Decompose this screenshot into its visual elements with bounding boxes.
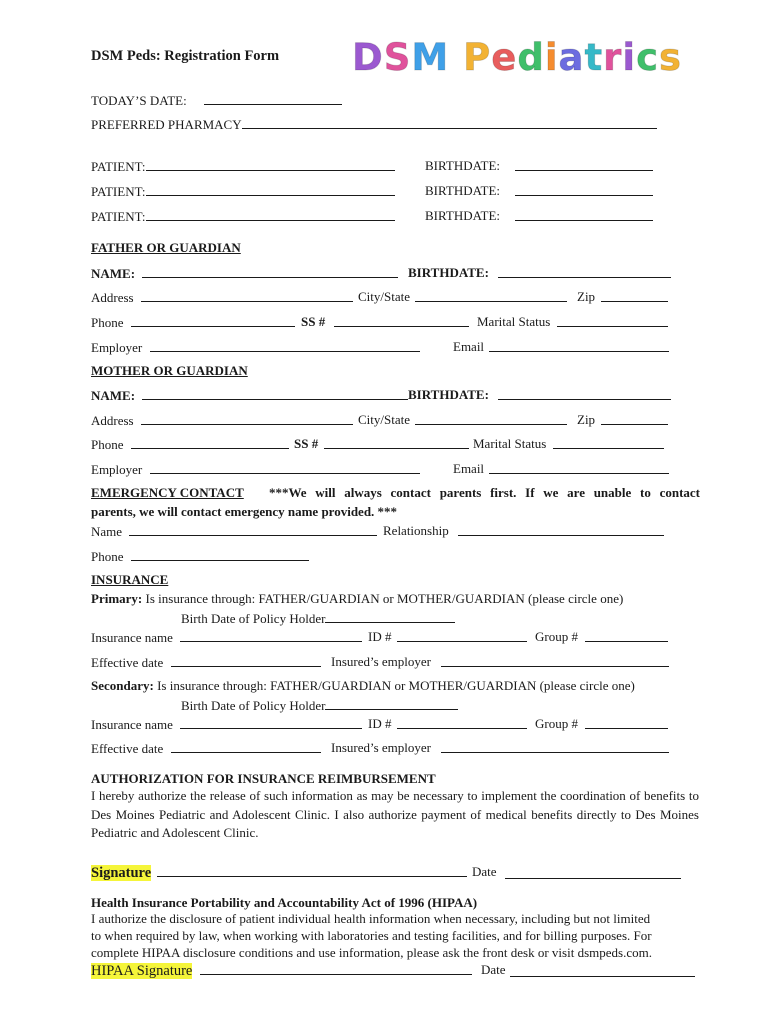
father-marital-label: Marital Status bbox=[477, 314, 551, 329]
primary-insured-employer-field[interactable] bbox=[441, 654, 669, 667]
mother-address-row bbox=[91, 412, 700, 429]
insured-employer-label: Insured’s employer bbox=[331, 654, 432, 669]
father-birthdate-label: BIRTHDATE bbox=[408, 265, 485, 280]
emergency-name-label: Name bbox=[91, 524, 123, 539]
father-name-label: NAME: bbox=[91, 266, 136, 281]
father-birthdate-field[interactable] bbox=[498, 265, 671, 278]
patient-row bbox=[91, 158, 700, 175]
mother-phone-field[interactable] bbox=[131, 436, 289, 449]
birthdate-label: BIRTHDATE: bbox=[425, 158, 501, 173]
patient-birthdate-field[interactable] bbox=[515, 208, 653, 221]
father-city-label: City/State bbox=[358, 289, 410, 304]
policy-holder-label: Birth Date of Policy Holder bbox=[181, 698, 326, 713]
mother-zip-field[interactable] bbox=[601, 412, 668, 425]
father-ss-label: SS # bbox=[301, 314, 326, 329]
emergency-note-line1: ***We will always contact parents first. If we are unable to contact bbox=[269, 485, 700, 500]
hipaa-date-label: Date bbox=[481, 962, 506, 977]
primary-effective-field[interactable] bbox=[171, 654, 321, 667]
emergency-relationship-field[interactable] bbox=[458, 523, 664, 536]
father-heading: FATHER OR GUARDIAN bbox=[91, 240, 241, 255]
dsm-pediatrics-logo: DSM Pediatrics bbox=[352, 36, 683, 79]
mother-employer-row bbox=[91, 461, 700, 478]
father-email-label: Email bbox=[453, 339, 485, 354]
secondary-insurance-row bbox=[91, 678, 700, 694]
mother-name-row: NAME: BIRTHDATE: bbox=[91, 387, 700, 404]
primary-insurance-name-row bbox=[91, 629, 700, 646]
secondary-label: Secondary: bbox=[91, 678, 154, 693]
father-marital-field[interactable] bbox=[557, 314, 668, 327]
father-phone-label: Phone bbox=[91, 315, 124, 330]
date-label: Date bbox=[472, 864, 497, 879]
primary-label: Primary: bbox=[91, 591, 143, 606]
mother-zip-label: Zip bbox=[577, 412, 596, 427]
secondary-effective-row bbox=[91, 740, 700, 757]
secondary-effective-field[interactable] bbox=[171, 740, 321, 753]
todays-date-field[interactable] bbox=[204, 92, 342, 105]
father-name-row: NAME: BIRTHDATE: bbox=[91, 265, 700, 282]
mother-name-field[interactable] bbox=[142, 387, 408, 400]
mother-city-label: City/State bbox=[358, 412, 410, 427]
authorization-heading: AUTHORIZATION FOR INSURANCE REIMBURSEMENT bbox=[91, 771, 436, 786]
mother-address-label: Address bbox=[91, 413, 134, 428]
pharmacy-field[interactable] bbox=[242, 116, 657, 129]
patient-label: PATIENT: bbox=[91, 184, 146, 199]
mother-birthdate-label: BIRTHDATE bbox=[408, 387, 485, 402]
primary-text: Is insurance through: FATHER/GUARDIAN or MOTHER/GUARDIAN (please circle one) bbox=[145, 591, 624, 606]
emergency-name-row bbox=[91, 523, 700, 540]
signature-field[interactable] bbox=[157, 864, 467, 877]
father-address-row bbox=[91, 289, 700, 306]
father-phone-field[interactable] bbox=[131, 314, 295, 327]
emergency-heading: EMERGENCY CONTACT bbox=[91, 485, 244, 500]
authorization-text: I hereby authorize the release of such information as may be necessary to implement the coordination of benefits to Des Moines Pediatric and Adolescent Clinic. I also authorize payment of medical benefits directly to Des Moines Pediatric and Adolescent Clinic. bbox=[91, 788, 699, 840]
insurance-heading: INSURANCE bbox=[91, 572, 169, 587]
secondary-insurance-name-field[interactable] bbox=[180, 716, 362, 729]
father-address-field[interactable] bbox=[141, 289, 353, 302]
hipaa-signature-field[interactable] bbox=[200, 962, 472, 975]
insured-employer-label: Insured’s employer bbox=[331, 740, 432, 755]
hipaa-signature-label: HIPAA Signature bbox=[91, 963, 193, 979]
form-title: DSM Peds: Registration Form bbox=[91, 48, 280, 64]
patient-row bbox=[91, 183, 700, 200]
mother-ss-label: SS # bbox=[294, 436, 319, 451]
hipaa-text-line2: to when required by law, when working with laboratories and testing facilities, and for billing purposes. For bbox=[91, 928, 652, 943]
father-address-label: Address bbox=[91, 290, 134, 305]
secondary-id-field[interactable] bbox=[397, 716, 527, 729]
emergency-phone-label: Phone bbox=[91, 549, 124, 564]
emergency-name-field[interactable] bbox=[129, 523, 377, 536]
father-employer-field[interactable] bbox=[150, 339, 420, 352]
mother-email-field[interactable] bbox=[489, 461, 669, 474]
father-employer-row bbox=[91, 339, 700, 356]
secondary-text: Is insurance through: FATHER/GUARDIAN or MOTHER/GUARDIAN (please circle one) bbox=[157, 678, 635, 693]
mother-address-field[interactable] bbox=[141, 412, 353, 425]
mother-heading: MOTHER OR GUARDIAN bbox=[91, 363, 248, 378]
policy-holder-label: Birth Date of Policy Holder bbox=[181, 611, 326, 626]
mother-phone-label: Phone bbox=[91, 437, 124, 452]
mother-birthdate-field[interactable] bbox=[498, 387, 671, 400]
pharmacy-label: PREFERRED PHARMACY bbox=[91, 117, 242, 132]
father-city-field[interactable] bbox=[415, 289, 567, 302]
father-name-field[interactable] bbox=[142, 265, 398, 278]
patient-birthdate-field[interactable] bbox=[515, 183, 653, 196]
secondary-insurance-name-row bbox=[91, 716, 700, 733]
mother-ss-field[interactable] bbox=[324, 436, 469, 449]
mother-employer-field[interactable] bbox=[150, 461, 420, 474]
patient-name-field[interactable] bbox=[146, 208, 395, 221]
group-label: Group # bbox=[535, 629, 578, 644]
father-phone-row bbox=[91, 314, 700, 331]
patient-row bbox=[91, 208, 700, 225]
mother-name-label: NAME: bbox=[91, 388, 136, 403]
mother-city-field[interactable] bbox=[415, 412, 567, 425]
father-employer-label: Employer bbox=[91, 340, 143, 355]
father-ss-field[interactable] bbox=[334, 314, 469, 327]
todays-date-label: TODAY’S DATE: bbox=[91, 93, 187, 108]
primary-group-field[interactable] bbox=[585, 629, 668, 642]
primary-id-field[interactable] bbox=[397, 629, 527, 642]
signature-label: Signature bbox=[91, 865, 152, 881]
id-label: ID # bbox=[368, 629, 392, 644]
father-zip-label: Zip bbox=[577, 289, 596, 304]
pharmacy-row bbox=[91, 116, 700, 133]
hipaa-signature-row bbox=[91, 962, 700, 979]
patient-name-field[interactable] bbox=[146, 158, 395, 171]
todays-date-row bbox=[91, 92, 700, 109]
hipaa-text-line3: complete HIPAA disclosure conditions and use information, please ask the front desk or visit dsmpeds.com. bbox=[91, 945, 652, 960]
primary-effective-row bbox=[91, 654, 700, 671]
father-zip-field[interactable] bbox=[601, 289, 668, 302]
secondary-policy-holder-row bbox=[181, 697, 700, 714]
birthdate-label: BIRTHDATE: bbox=[425, 183, 501, 198]
effective-label: Effective date bbox=[91, 655, 164, 670]
primary-insurance-row bbox=[91, 591, 700, 607]
hipaa-text-line1: I authorize the disclosure of patient individual health information when necessary, including but not limited bbox=[91, 911, 651, 926]
insurance-name-label: Insurance name bbox=[91, 717, 173, 732]
signature-date-field[interactable] bbox=[505, 866, 681, 879]
patient-label: PATIENT: bbox=[91, 209, 146, 224]
mother-phone-row bbox=[91, 436, 700, 453]
father-email-field[interactable] bbox=[489, 339, 669, 352]
insurance-name-label: Insurance name bbox=[91, 630, 173, 645]
effective-label: Effective date bbox=[91, 741, 164, 756]
mother-marital-field[interactable] bbox=[553, 436, 664, 449]
primary-policy-holder-row bbox=[181, 610, 700, 627]
primary-insurance-name-field[interactable] bbox=[180, 629, 362, 642]
secondary-group-field[interactable] bbox=[585, 716, 668, 729]
patient-name-field[interactable] bbox=[146, 183, 395, 196]
emergency-relationship-label: Relationship bbox=[383, 523, 449, 538]
group-label: Group # bbox=[535, 716, 578, 731]
mother-employer-label: Employer bbox=[91, 462, 143, 477]
birthdate-label: BIRTHDATE: bbox=[425, 208, 501, 223]
id-label: ID # bbox=[368, 716, 392, 731]
emergency-heading-row bbox=[91, 485, 700, 501]
hipaa-date-field[interactable] bbox=[510, 964, 695, 977]
signature-row bbox=[91, 864, 700, 881]
secondary-insured-employer-field[interactable] bbox=[441, 740, 669, 753]
mother-marital-label: Marital Status bbox=[473, 436, 547, 451]
emergency-phone-field[interactable] bbox=[131, 548, 309, 561]
hipaa-heading: Health Insurance Portability and Accountability Act of 1996 (HIPAA) bbox=[91, 895, 478, 910]
patient-birthdate-field[interactable] bbox=[515, 158, 653, 171]
emergency-note-line2: parents, we will contact emergency name provided. *** bbox=[91, 504, 398, 519]
emergency-phone-row bbox=[91, 548, 700, 565]
secondary-policy-holder-field[interactable] bbox=[325, 697, 458, 710]
primary-policy-holder-field[interactable] bbox=[325, 610, 455, 623]
patient-label: PATIENT: bbox=[91, 159, 146, 174]
mother-email-label: Email bbox=[453, 461, 485, 476]
